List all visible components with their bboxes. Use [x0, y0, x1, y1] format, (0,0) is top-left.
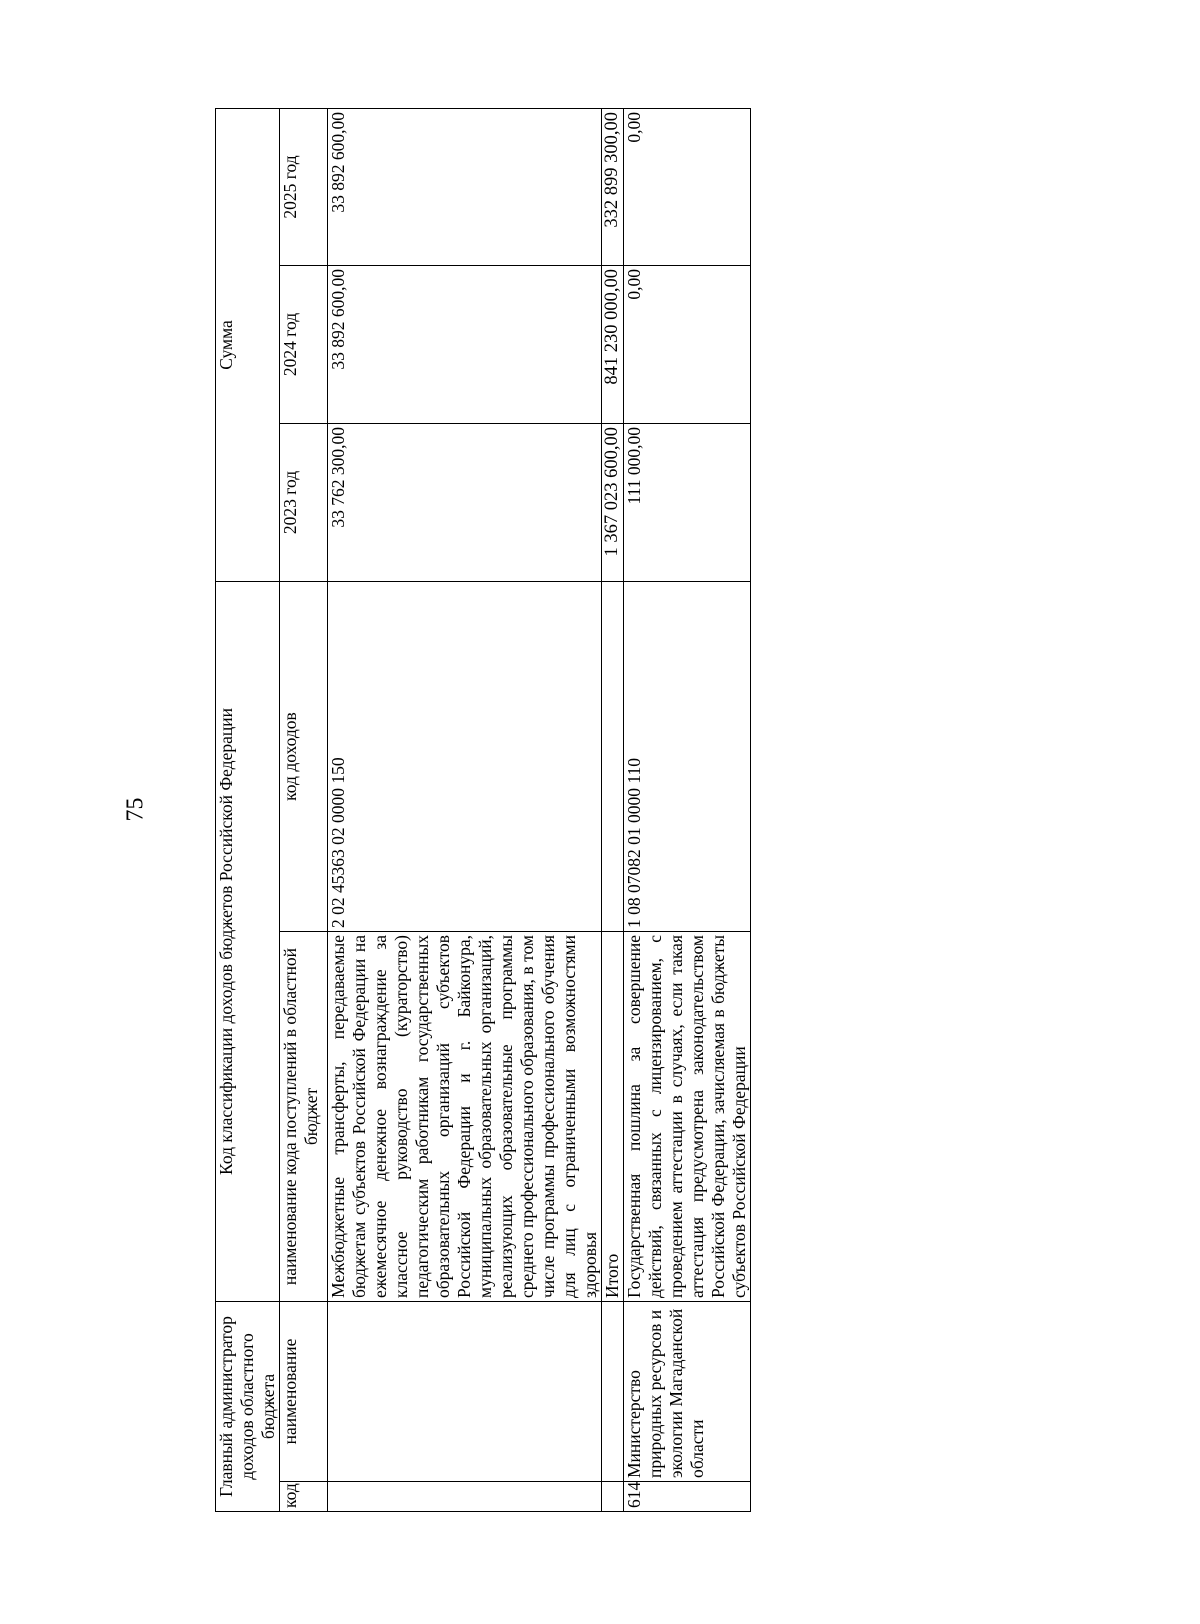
header-classification-group: Код классификации доходов бюджетов Российской Федерации: [216, 582, 280, 1302]
revenue-code-cell: 1 08 07082 01 0000 110: [624, 582, 751, 932]
total-admin-code-cell: [602, 1482, 624, 1512]
revenue-code-cell: 2 02 45363 02 0000 150: [328, 582, 602, 932]
revenue-name-cell: Межбюджетные трансферты, передаваемые бюджетам субъектов Российской Федерации на ежемесячное денежное вознаграждение за классное руководство (кураторство) педагогическим работникам государственных образовательных организаций субъектов Российской Федерации и г. Байконура, муниципальных образовательных организаций, реализующих образовательные программы среднего профессионального образования, в том числе программы профессионального обучения для лиц с ограниченными возможностями здоровья: [328, 932, 602, 1302]
table-row: [328, 108, 602, 1511]
revenue-name-cell: Государственная пошлина за совершение действий, связанных с лицензированием, с проведением аттестации в случаях, если такая аттестация предусмотрена законодательством Российской Федерации, зачисляемая в бюджеты субъектов Российской Федерации: [624, 932, 751, 1302]
revenue-table: [215, 108, 751, 1512]
sum-2025-cell: 0,00: [624, 108, 751, 265]
header-year-2024: 2024 год: [280, 266, 328, 424]
header-year-2023: 2023 год: [280, 424, 328, 582]
rotated-page: [215, 109, 1023, 1512]
total-admin-name-cell: [602, 1302, 624, 1482]
sum-2025-cell: 33 892 600,00: [328, 108, 602, 265]
header-revenue-code: код доходов: [280, 582, 328, 932]
total-2025-cell: 332 899 300,00: [602, 108, 624, 265]
total-2024-cell: 841 230 000,00: [602, 266, 624, 424]
header-admin-code: код: [280, 1482, 328, 1512]
sum-2023-cell: 111 000,00: [624, 424, 751, 582]
total-code-cell: [602, 582, 624, 932]
admin-code-cell: [328, 1482, 602, 1512]
table-row: [624, 108, 751, 1511]
header-admin-group: Главный администратор доходов областного бюджета: [216, 1302, 280, 1512]
admin-code-cell: 614: [624, 1482, 751, 1512]
sum-2023-cell: 33 762 300,00: [328, 424, 602, 582]
header-year-2025: 2025 год: [280, 108, 328, 265]
total-row: [602, 108, 624, 1511]
header-row-1: [216, 108, 280, 1511]
page-number: 75: [122, 797, 149, 822]
admin-name-cell: [328, 1302, 602, 1482]
header-row-2: [280, 108, 328, 1511]
header-admin-name: наименование: [280, 1302, 328, 1482]
header-sum-group: Сумма: [216, 108, 280, 581]
admin-name-cell: Министерство природных ресурсов и экологии Магаданской области: [624, 1302, 751, 1482]
sum-2024-cell: 0,00: [624, 266, 751, 424]
header-revenue-name: наименование кода поступлений в областной бюджет: [280, 932, 328, 1302]
total-2023-cell: 1 367 023 600,00: [602, 424, 624, 582]
sum-2024-cell: 33 892 600,00: [328, 266, 602, 424]
total-label: Итого: [602, 932, 624, 1302]
